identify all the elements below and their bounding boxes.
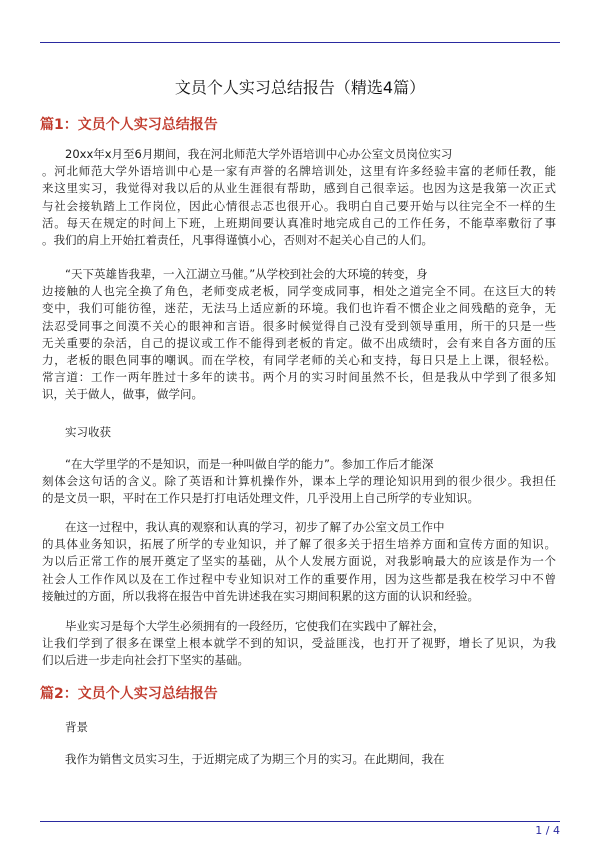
text-line: 法忍受同事之间漠不关心的眼神和言语。很多时候觉得自己没有受到领导重用，所干的只是一些: [42, 318, 556, 333]
subheading: [42, 424, 556, 441]
text-line: 实习收获: [65, 425, 111, 439]
text-line: 刻体会这句话的含义。除了英语和计算机操作外，课本上学的理论知识用到的很少很少。我担任: [42, 474, 556, 489]
text-line: 。河北师范大学外语培训中心是一家有声誉的名牌培训处，这里有许多经验丰富的老师任教，能: [42, 164, 556, 179]
text-line: 毕业实习是每个大学生必须拥有的一段经历，它使我们在实践中了解社会，: [65, 619, 445, 633]
text-line: 背景: [65, 720, 88, 734]
paragraph: [42, 266, 556, 404]
text-line: 们以后进一步走向社会打下坚实的基础。: [42, 653, 249, 668]
footer-rule: [40, 821, 560, 822]
text-line: 边接触的人也完全换了角色，老师变成老板，同学变成同事，相处之道完全不同。在这巨大的转: [42, 284, 556, 299]
paragraph: [42, 146, 556, 249]
text-line: 。我们的肩上开始扛着责任，凡事得谨慎小心，否则对不起关心自己的人们。: [42, 233, 433, 248]
paragraph: [42, 519, 556, 605]
section-1-heading: 篇1：文员个人实习总结报告: [40, 117, 218, 133]
text-line: 活。每天在规定的时间上下班，上班期间要认真准时地完成自己的工作任务，不能草率敷衍了事: [42, 215, 556, 230]
text-line: 与社会接轨踏上工作岗位，因此心情很忐忑也很开心。我明白自己要开始与以往完全不一样的生: [42, 198, 556, 213]
text-line: 为以后正常工作的展开奠定了坚实的基础，从个人发展方面说，对我影响最大的应该是作为一个: [42, 554, 556, 569]
text-line: 让我们学到了很多在课堂上根本就学不到的知识，受益匪浅，也打开了视野，增长了见识，为我: [42, 636, 556, 651]
text-line: 的具体业务知识，拓展了所学的专业知识，并了解了很多关于招生培养方面和宣传方面的知识。: [42, 537, 556, 552]
paragraph: [42, 751, 556, 768]
page-number: 1 / 4: [535, 824, 560, 837]
subheading: [42, 719, 556, 736]
section-2-heading: 篇2：文员个人实习总结报告: [40, 686, 218, 702]
text-line: 社会人工作作风以及在工作过程中专业知识对工作的重要作用，因为这些都是我在校学习中不曾: [42, 571, 556, 586]
paragraph: [42, 618, 556, 670]
text-line: 来这里实习，我觉得对我以后的从业生涯很有帮助，感到自己很幸运。也因为这是我第一次正式: [42, 181, 556, 196]
text-line: 常言道：工作一两年胜过十多年的读书。两个月的实习时间虽然不长，但是我从中学到了很多知: [42, 370, 556, 385]
text-line: “天下英雄皆我辈，一入江湖立马催。”从学校到社会的大环境的转变，身: [65, 267, 428, 281]
header-rule: [40, 42, 560, 43]
text-line: 无关重要的杂活，自己的提议或工作不能得到老板的肯定。做不出成绩时，会有来自各方面的压: [42, 335, 556, 350]
document-title: 文员个人实习总结报告（精选4篇）: [174, 78, 426, 97]
text-line: “在大学里学的不是知识，而是一种叫做自学的能力”。参加工作后才能深: [65, 457, 434, 471]
paragraph: [42, 456, 556, 508]
text-line: 力，老板的眼色同事的嘲讽。而在学校，有同学老师的关心和支持，每日只是上上课，很轻松。: [42, 353, 556, 368]
text-line: 接触过的方面，所以我将在报告中首先讲述我在实习期间积累的这方面的认识和经验。: [42, 588, 479, 603]
text-line: 在这一过程中，我认真的观察和认真的学习，初步了解了办公室文员工作中: [65, 520, 445, 534]
text-line: 的是文员一职，平时在工作只是打打电话处理文件，几乎没用上自己所学的专业知识。: [42, 491, 479, 506]
text-line: 识，关于做人，做事，做学问。: [42, 387, 203, 402]
text-line: 20xx年x月至6月期间，我在河北师范大学外语培训中心办公室文员岗位实习: [65, 147, 453, 161]
text-line: 我作为销售文员实习生，于近期完成了为期三个月的实习。在此期间，我在: [65, 752, 445, 766]
text-line: 变中，我们可能彷徨，迷茫，无法马上适应新的环境。我们也许看不惯企业之间残酷的竞争，无: [42, 301, 556, 316]
